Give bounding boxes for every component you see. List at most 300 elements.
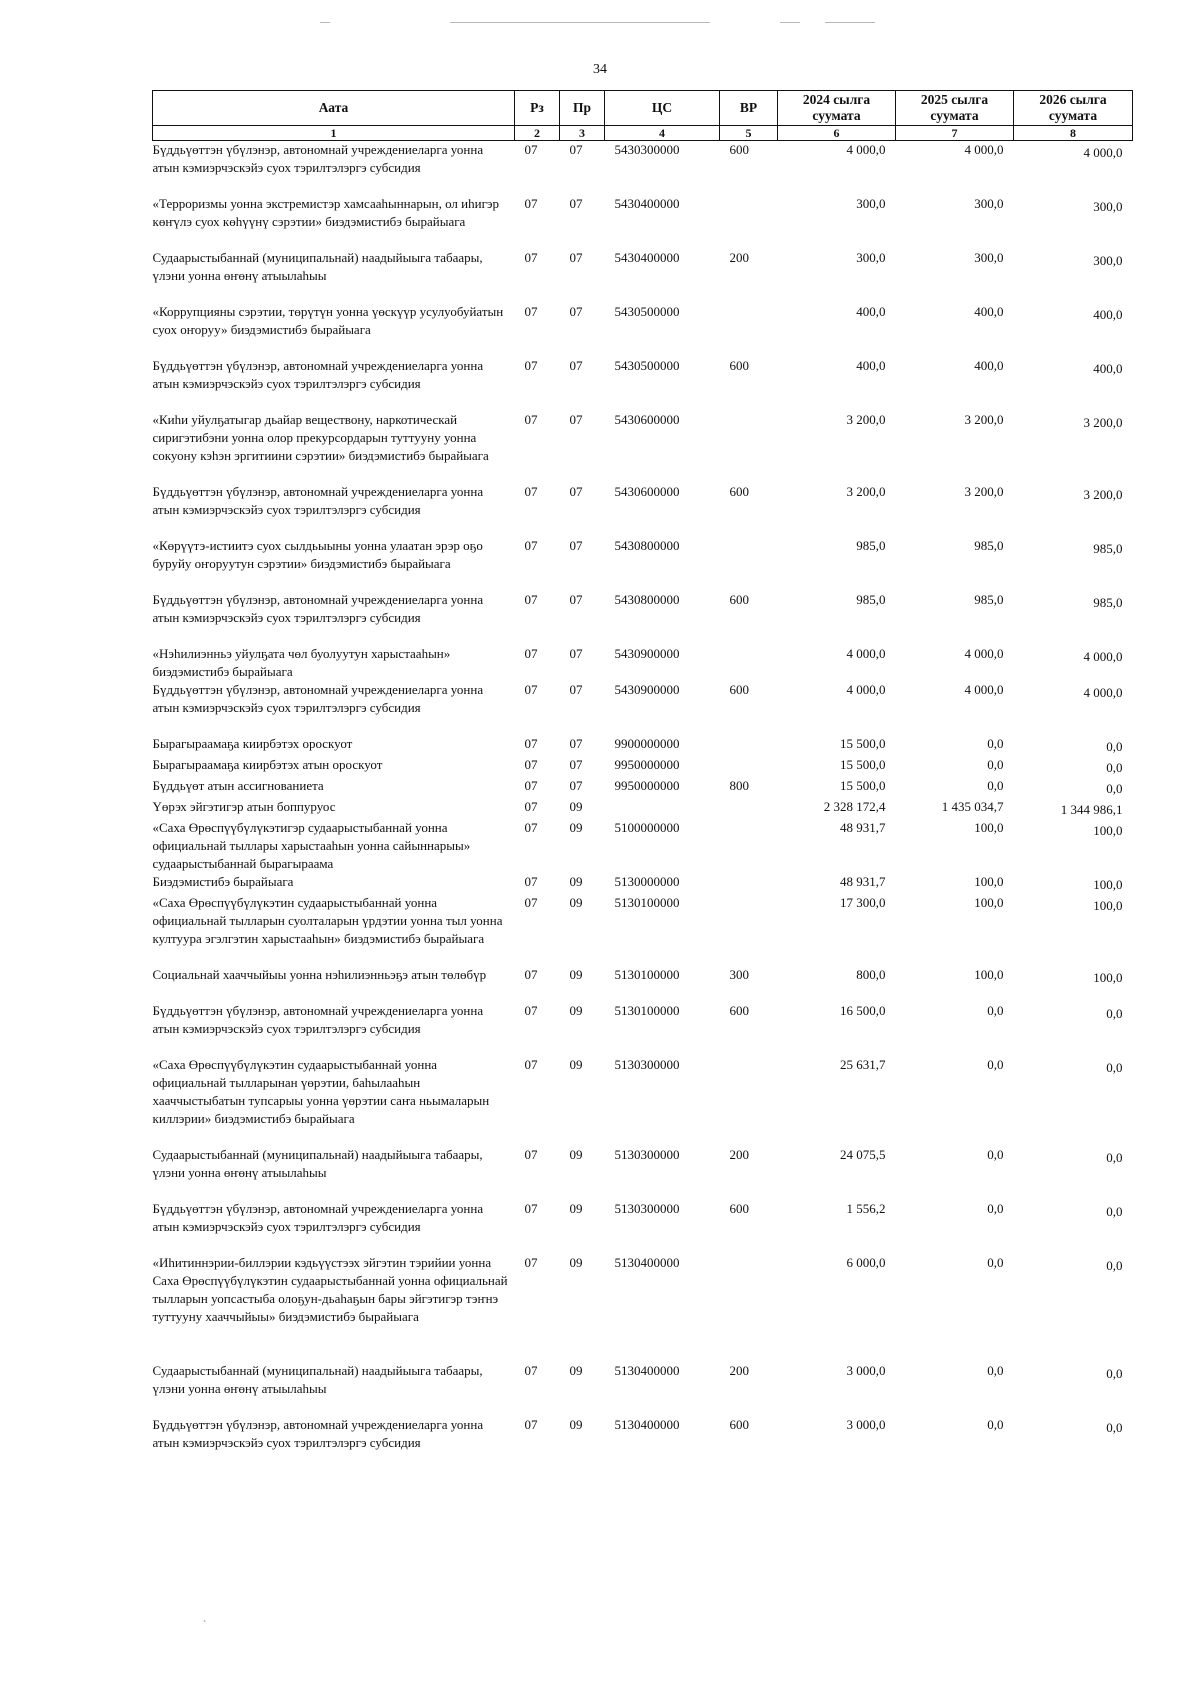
cell-2024 xyxy=(778,645,896,681)
cell-2026-text: 100,0 xyxy=(1093,970,1123,985)
cell-2025-text: 0,0 xyxy=(987,1147,1004,1162)
table-row xyxy=(153,1200,1133,1254)
cell-2024-text: 15 500,0 xyxy=(840,757,886,772)
cell-2026-text: 100,0 xyxy=(1093,877,1123,892)
cell-pr-text: 07 xyxy=(569,592,583,607)
cell-rz-text: 07 xyxy=(524,1363,538,1378)
cell-pr xyxy=(560,819,605,873)
cell-pr-text: 07 xyxy=(569,358,583,373)
cell-2025-text: 100,0 xyxy=(974,874,1004,889)
cell-pr-text: 09 xyxy=(569,1201,583,1216)
table-row xyxy=(153,1416,1133,1470)
cell-vr xyxy=(720,195,778,249)
cell-2025-text: 985,0 xyxy=(974,538,1004,553)
cell-rz xyxy=(515,819,560,873)
cell-pr-text: 07 xyxy=(569,538,583,553)
cell-name-text: Судаарыстыбаннай (муниципальнай) наадыйыыга табаары, үлэни уонна өҥөнү атыылаһыы xyxy=(152,1147,483,1180)
cell-cs-text: 5130300000 xyxy=(614,1147,680,1162)
header-pr: Пр xyxy=(560,91,605,126)
cell-2025 xyxy=(896,873,1014,894)
cell-2025-text: 1 435 034,7 xyxy=(941,799,1004,814)
cell-2025 xyxy=(896,591,1014,645)
cell-2025-text: 100,0 xyxy=(974,895,1004,910)
cell-vr-text: 600 xyxy=(729,1417,749,1432)
cell-name-text: «Терроризмы уонна экстремистэр хамсааһыннарын, ол иһигэр көҥүлэ суох көһүүнү сэрэтии» биэдэмистибэ бырайыага xyxy=(152,196,499,229)
cell-2025 xyxy=(896,819,1014,873)
table-row xyxy=(153,195,1133,249)
cell-pr-text: 09 xyxy=(569,799,583,814)
cell-2024-text: 6 000,0 xyxy=(846,1255,886,1270)
cell-vr xyxy=(720,777,778,798)
cell-cs xyxy=(605,357,720,411)
cell-2025-text: 985,0 xyxy=(974,592,1004,607)
cell-rz xyxy=(515,1146,560,1200)
cell-rz xyxy=(515,303,560,357)
cell-name xyxy=(153,1254,515,1362)
cell-pr-text: 09 xyxy=(569,1003,583,1018)
cell-cs xyxy=(605,1146,720,1200)
cell-2024 xyxy=(778,1146,896,1200)
cell-rz-text: 07 xyxy=(524,250,538,265)
cell-pr xyxy=(560,873,605,894)
cell-pr-text: 07 xyxy=(569,736,583,751)
cell-rz-text: 07 xyxy=(524,757,538,772)
cell-2025 xyxy=(896,681,1014,735)
cell-rz xyxy=(515,681,560,735)
cell-2024 xyxy=(778,819,896,873)
cell-rz xyxy=(515,1416,560,1470)
cell-rz-text: 07 xyxy=(524,1003,538,1018)
cell-2025 xyxy=(896,303,1014,357)
cell-name-text: Судаарыстыбаннай (муниципальнай) наадыйыыга табаары, үлэни уонна өҥөнү атыылаһыы xyxy=(152,1363,483,1396)
header-2025: 2025 сылга суумата xyxy=(896,91,1014,126)
cell-2025-text: 0,0 xyxy=(987,778,1004,793)
cell-name-text: Бырагыраамаҕа киирбэтэх атын ороскуот xyxy=(152,757,383,772)
cell-cs xyxy=(605,681,720,735)
cell-2024 xyxy=(778,303,896,357)
cell-2025-text: 300,0 xyxy=(974,250,1004,265)
cell-2026-text: 400,0 xyxy=(1093,307,1123,322)
cell-cs-text: 5130100000 xyxy=(614,967,680,982)
cell-pr xyxy=(560,894,605,966)
cell-2026 xyxy=(1014,1002,1133,1056)
cell-rz-text: 07 xyxy=(524,967,538,982)
cell-2024 xyxy=(778,1200,896,1254)
cell-name xyxy=(153,777,515,798)
cell-2026-text: 0,0 xyxy=(1106,1258,1123,1273)
cell-2026 xyxy=(1014,1146,1133,1200)
cell-pr xyxy=(560,756,605,777)
cell-cs-text: 5430500000 xyxy=(614,304,680,319)
cell-rz xyxy=(515,1056,560,1146)
cell-cs xyxy=(605,303,720,357)
cell-name-text: Судаарыстыбаннай (муниципальнай) наадыйыыга табаары, үлэни уонна өҥөнү атыылаһыы xyxy=(152,250,483,283)
cell-cs xyxy=(605,873,720,894)
cell-rz xyxy=(515,798,560,819)
cell-vr-text: 600 xyxy=(729,142,749,157)
cell-vr xyxy=(720,1056,778,1146)
cell-rz xyxy=(515,249,560,303)
cell-2026 xyxy=(1014,681,1133,735)
cell-rz xyxy=(515,591,560,645)
cell-rz xyxy=(515,735,560,756)
cell-pr xyxy=(560,141,605,196)
cell-cs-text: 9950000000 xyxy=(614,757,680,772)
cell-2025-text: 0,0 xyxy=(987,1417,1004,1432)
cell-rz xyxy=(515,777,560,798)
cell-2026 xyxy=(1014,894,1133,966)
header-number: 5 xyxy=(720,126,778,141)
table-row xyxy=(153,966,1133,1002)
cell-name-text: «Саха Өрөспүүбүлүкэтин судаарыстыбаннай уонна официальнай тылларын суолталарын үрдэтии уонна тыл уонна култуура эгэлгэтин харыстааһын» биэдэмистибэ бырайыага xyxy=(152,895,503,946)
cell-name xyxy=(153,537,515,591)
cell-2025 xyxy=(896,966,1014,1002)
cell-2026 xyxy=(1014,141,1133,196)
table-row xyxy=(153,357,1133,411)
cell-cs-text: 5130400000 xyxy=(614,1363,680,1378)
cell-2025 xyxy=(896,777,1014,798)
cell-pr xyxy=(560,411,605,483)
cell-2026 xyxy=(1014,537,1133,591)
cell-rz xyxy=(515,141,560,196)
cell-cs xyxy=(605,819,720,873)
cell-2024 xyxy=(778,873,896,894)
cell-vr xyxy=(720,735,778,756)
table-row xyxy=(153,873,1133,894)
cell-rz-text: 07 xyxy=(524,682,538,697)
table-row xyxy=(153,1002,1133,1056)
cell-vr xyxy=(720,591,778,645)
cell-2025 xyxy=(896,249,1014,303)
cell-rz-text: 07 xyxy=(524,484,538,499)
cell-cs xyxy=(605,1416,720,1470)
cell-2024 xyxy=(778,1362,896,1416)
cell-2024 xyxy=(778,1416,896,1470)
cell-name-text: Бүддьүөттэн үбүлэнэр, автономнай учреждениеларга уонна атын кэмиэрчэскэйэ суох тэрилтэлэргэ субсидия xyxy=(152,1201,484,1234)
cell-vr xyxy=(720,411,778,483)
cell-2026-text: 0,0 xyxy=(1106,760,1123,775)
cell-name-text: Бырагыраамаҕа киирбэтэх ороскуот xyxy=(152,736,353,751)
cell-2024-text: 16 500,0 xyxy=(840,1003,886,1018)
cell-2026 xyxy=(1014,966,1133,1002)
cell-rz xyxy=(515,966,560,1002)
cell-pr xyxy=(560,483,605,537)
table-header xyxy=(153,91,1133,141)
cell-rz-text: 07 xyxy=(524,358,538,373)
cell-pr xyxy=(560,735,605,756)
cell-cs-text: 5430800000 xyxy=(614,592,680,607)
cell-rz-text: 07 xyxy=(524,778,538,793)
cell-vr-text: 600 xyxy=(729,1003,749,1018)
cell-vr xyxy=(720,483,778,537)
cell-rz xyxy=(515,411,560,483)
cell-2025-text: 0,0 xyxy=(987,1363,1004,1378)
cell-2026-text: 1 344 986,1 xyxy=(1060,802,1123,817)
cell-cs-text: 5430400000 xyxy=(614,250,680,265)
header-name: Аата xyxy=(153,91,515,126)
cell-rz xyxy=(515,537,560,591)
cell-2024 xyxy=(778,537,896,591)
cell-2025-text: 0,0 xyxy=(987,1201,1004,1216)
table-row xyxy=(153,1362,1133,1416)
cell-pr-text: 07 xyxy=(569,412,583,427)
cell-name-text: «Саха Өрөспүүбүлүкэтигэр судаарыстыбаннай уонна официальнай тыллары харыстааһын уонна сайыннарыы» судаарыстыбаннай бырагыраама xyxy=(152,820,471,871)
cell-2025 xyxy=(896,1416,1014,1470)
cell-2026-text: 300,0 xyxy=(1093,199,1123,214)
scan-artifact-line xyxy=(825,22,875,23)
cell-pr-text: 07 xyxy=(569,250,583,265)
cell-rz-text: 07 xyxy=(524,1201,538,1216)
cell-2025 xyxy=(896,735,1014,756)
cell-2026-text: 0,0 xyxy=(1106,1366,1123,1381)
cell-rz xyxy=(515,873,560,894)
cell-pr xyxy=(560,249,605,303)
cell-pr xyxy=(560,966,605,1002)
cell-2025-text: 400,0 xyxy=(974,304,1004,319)
cell-vr xyxy=(720,303,778,357)
cell-pr xyxy=(560,195,605,249)
cell-pr-text: 09 xyxy=(569,967,583,982)
cell-rz-text: 07 xyxy=(524,799,538,814)
cell-pr-text: 07 xyxy=(569,304,583,319)
cell-vr-text: 600 xyxy=(729,682,749,697)
cell-pr-text: 09 xyxy=(569,1255,583,1270)
cell-name xyxy=(153,966,515,1002)
cell-cs xyxy=(605,966,720,1002)
cell-2026 xyxy=(1014,1056,1133,1146)
cell-name-text: «Иһитиннэрии-биллэрии кэдьүүстээх эйгэтин тэрийии уонна Саха Өрөспүүбүлүкэтин судаарыстыбаннай уонна официальнай тылларын уопсастыба олоҕун-дьаһаҕын бары эйгэтигэр тэҥнэ туттууну хааччыйыы» биэдэмистибэ бырайыага xyxy=(152,1255,508,1324)
cell-2026 xyxy=(1014,357,1133,411)
cell-name-text: Бүддьүөттэн үбүлэнэр, автономнай учреждениеларга уонна атын кэмиэрчэскэйэ суох тэрилтэлэргэ субсидия xyxy=(152,682,484,715)
cell-rz-text: 07 xyxy=(524,820,538,835)
cell-2024-text: 300,0 xyxy=(856,250,886,265)
cell-cs xyxy=(605,1362,720,1416)
cell-2024-text: 48 931,7 xyxy=(840,820,886,835)
cell-vr xyxy=(720,966,778,1002)
cell-2024 xyxy=(778,735,896,756)
cell-2025-text: 3 200,0 xyxy=(964,412,1004,427)
table-row xyxy=(153,303,1133,357)
cell-name-text: «Көрүүтэ-истиитэ суох сылдьыыны уонна улаатан эрэр оҕо буруйу оҥоруутун сэрэтии» биэдэмистибэ бырайыага xyxy=(152,538,483,571)
cell-vr xyxy=(720,645,778,681)
cell-vr-text: 200 xyxy=(729,1363,749,1378)
cell-rz xyxy=(515,1362,560,1416)
cell-name-text: «Саха Өрөспүүбүлүкэтин судаарыстыбаннай уонна официальнай тылларынан үөрэтии, баһылааһын хааччыстыбатын тупсарыы уонна үөрэтии саҥа ньымаларын киллэрии» биэдэмистибэ бырайыага xyxy=(152,1057,490,1126)
cell-2025 xyxy=(896,357,1014,411)
cell-rz-text: 07 xyxy=(524,196,538,211)
cell-2024-text: 3 000,0 xyxy=(846,1417,886,1432)
cell-pr-text: 09 xyxy=(569,820,583,835)
scan-artifact-line xyxy=(320,22,330,23)
cell-vr-text: 200 xyxy=(729,1147,749,1162)
cell-cs xyxy=(605,411,720,483)
cell-2026-text: 985,0 xyxy=(1093,595,1123,610)
cell-vr xyxy=(720,681,778,735)
cell-pr xyxy=(560,1056,605,1146)
cell-2026 xyxy=(1014,249,1133,303)
cell-vr xyxy=(720,798,778,819)
header-number: 6 xyxy=(778,126,896,141)
cell-2025-text: 3 200,0 xyxy=(964,484,1004,499)
cell-2024 xyxy=(778,591,896,645)
cell-2026 xyxy=(1014,411,1133,483)
cell-vr xyxy=(720,357,778,411)
cell-2026-text: 0,0 xyxy=(1106,739,1123,754)
cell-2026 xyxy=(1014,1362,1133,1416)
cell-vr-text: 300 xyxy=(729,967,749,982)
cell-2025 xyxy=(896,798,1014,819)
cell-2026-text: 4 000,0 xyxy=(1083,649,1123,664)
cell-pr xyxy=(560,303,605,357)
cell-cs-text: 9950000000 xyxy=(614,778,680,793)
cell-pr xyxy=(560,1254,605,1362)
cell-name xyxy=(153,195,515,249)
cell-2025 xyxy=(896,1200,1014,1254)
header-number: 7 xyxy=(896,126,1014,141)
cell-rz-text: 07 xyxy=(524,895,538,910)
cell-2025 xyxy=(896,894,1014,966)
cell-rz-text: 07 xyxy=(524,1255,538,1270)
cell-2024 xyxy=(778,1254,896,1362)
cell-name xyxy=(153,873,515,894)
cell-vr xyxy=(720,1254,778,1362)
cell-pr-text: 07 xyxy=(569,196,583,211)
cell-2025-text: 0,0 xyxy=(987,1255,1004,1270)
cell-cs-text: 5430600000 xyxy=(614,412,680,427)
cell-name-text: Бүддьүөттэн үбүлэнэр, автономнай учреждениеларга уонна атын кэмиэрчэскэйэ суох тэрилтэлэргэ субсидия xyxy=(152,592,484,625)
table-row xyxy=(153,249,1133,303)
cell-cs-text: 5130400000 xyxy=(614,1417,680,1432)
cell-cs xyxy=(605,591,720,645)
cell-name xyxy=(153,735,515,756)
header-number: 4 xyxy=(605,126,720,141)
cell-2025 xyxy=(896,537,1014,591)
cell-cs xyxy=(605,777,720,798)
cell-cs-text: 5130100000 xyxy=(614,895,680,910)
cell-2026-text: 4 000,0 xyxy=(1083,145,1123,160)
cell-2024 xyxy=(778,483,896,537)
cell-vr xyxy=(720,249,778,303)
cell-vr xyxy=(720,1416,778,1470)
cell-vr-text: 600 xyxy=(729,484,749,499)
cell-cs xyxy=(605,1254,720,1362)
cell-2026 xyxy=(1014,777,1133,798)
table-row xyxy=(153,645,1133,681)
cell-2024 xyxy=(778,1002,896,1056)
cell-cs-text: 5430900000 xyxy=(614,682,680,697)
cell-cs xyxy=(605,756,720,777)
cell-2024 xyxy=(778,141,896,196)
cell-pr xyxy=(560,777,605,798)
cell-vr xyxy=(720,894,778,966)
header-vr: ВР xyxy=(720,91,778,126)
cell-2024-text: 300,0 xyxy=(856,196,886,211)
cell-2025 xyxy=(896,483,1014,537)
cell-cs-text: 5130300000 xyxy=(614,1201,680,1216)
cell-2025 xyxy=(896,1002,1014,1056)
cell-2024 xyxy=(778,249,896,303)
cell-pr xyxy=(560,357,605,411)
table-row xyxy=(153,756,1133,777)
cell-rz-text: 07 xyxy=(524,304,538,319)
cell-name xyxy=(153,483,515,537)
cell-2026-text: 0,0 xyxy=(1106,1420,1123,1435)
cell-rz-text: 07 xyxy=(524,1417,538,1432)
cell-name-text: Бүддьүөттэн үбүлэнэр, автономнай учреждениеларга уонна атын кэмиэрчэскэйэ суох тэрилтэлэргэ субсидия xyxy=(152,1417,484,1450)
cell-rz xyxy=(515,894,560,966)
cell-2024 xyxy=(778,195,896,249)
cell-2026-text: 300,0 xyxy=(1093,253,1123,268)
header-2024: 2024 сылга суумата xyxy=(778,91,896,126)
cell-pr xyxy=(560,1002,605,1056)
cell-name-text: «Киһи уйулҕатыгар дьайар веществону, наркотическай сиригэтибэни уонна олор прекурсордарын туттууну уонна сокуону кэһэн эргитиини сэрэтии» биэдэмистибэ бырайыага xyxy=(152,412,489,463)
header-number: 3 xyxy=(560,126,605,141)
cell-rz xyxy=(515,1200,560,1254)
cell-2024-text: 24 075,5 xyxy=(840,1147,886,1162)
cell-cs-text: 5430500000 xyxy=(614,358,680,373)
cell-pr-text: 09 xyxy=(569,1057,583,1072)
cell-cs xyxy=(605,1200,720,1254)
cell-rz-text: 07 xyxy=(524,592,538,607)
cell-pr xyxy=(560,798,605,819)
cell-2026 xyxy=(1014,591,1133,645)
cell-2025 xyxy=(896,411,1014,483)
cell-vr xyxy=(720,873,778,894)
cell-pr xyxy=(560,591,605,645)
cell-vr xyxy=(720,1002,778,1056)
cell-2025-text: 0,0 xyxy=(987,757,1004,772)
cell-2026 xyxy=(1014,798,1133,819)
cell-2024-text: 15 500,0 xyxy=(840,736,886,751)
cell-2026-text: 985,0 xyxy=(1093,541,1123,556)
cell-2024-text: 400,0 xyxy=(856,358,886,373)
cell-name xyxy=(153,357,515,411)
cell-2025 xyxy=(896,1146,1014,1200)
cell-name xyxy=(153,1002,515,1056)
cell-pr-text: 09 xyxy=(569,1147,583,1162)
header-cs: ЦС xyxy=(605,91,720,126)
cell-pr xyxy=(560,645,605,681)
header-number: 2 xyxy=(515,126,560,141)
cell-2026-text: 3 200,0 xyxy=(1083,415,1123,430)
cell-name xyxy=(153,1056,515,1146)
cell-rz xyxy=(515,1254,560,1362)
cell-2026 xyxy=(1014,819,1133,873)
cell-cs xyxy=(605,249,720,303)
cell-2025-text: 4 000,0 xyxy=(964,682,1004,697)
cell-2026-text: 100,0 xyxy=(1093,898,1123,913)
cell-2026 xyxy=(1014,1200,1133,1254)
cell-name-text: «Коррупцияны сэрэтии, төрүтүн уонна үөскүүр усулуобуйатын суох оҥоруу» биэдэмистибэ бырайыага xyxy=(152,304,504,337)
table-row xyxy=(153,819,1133,873)
scan-artifact-line xyxy=(780,22,800,23)
cell-2026 xyxy=(1014,735,1133,756)
cell-2025 xyxy=(896,645,1014,681)
cell-cs xyxy=(605,537,720,591)
header-rz: Рз xyxy=(515,91,560,126)
table-row xyxy=(153,777,1133,798)
cell-name xyxy=(153,141,515,196)
cell-2024 xyxy=(778,756,896,777)
cell-2024 xyxy=(778,411,896,483)
cell-2025 xyxy=(896,1056,1014,1146)
cell-vr-text: 200 xyxy=(729,250,749,265)
cell-rz-text: 07 xyxy=(524,142,538,157)
cell-pr xyxy=(560,537,605,591)
table-row xyxy=(153,483,1133,537)
cell-cs-text: 5430400000 xyxy=(614,196,680,211)
cell-2024-text: 4 000,0 xyxy=(846,142,886,157)
